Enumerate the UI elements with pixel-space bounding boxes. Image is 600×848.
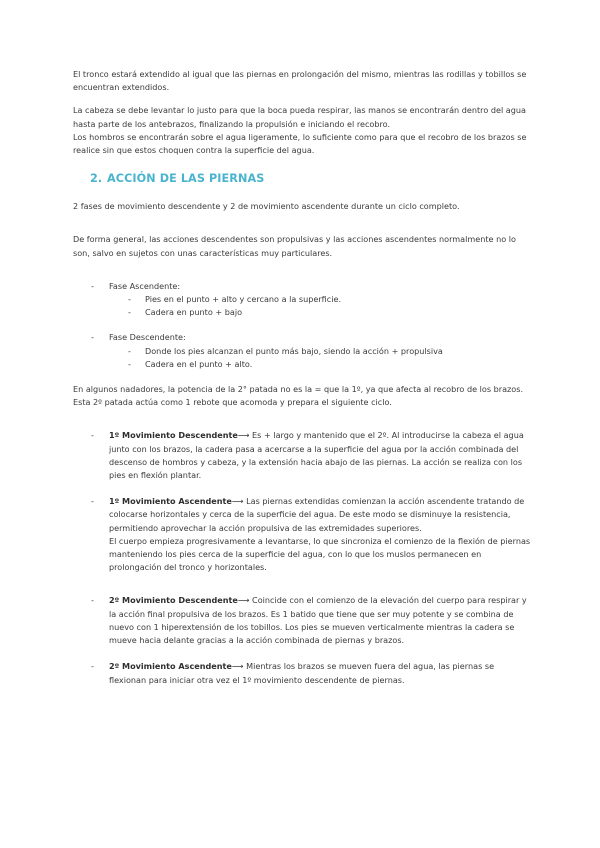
movement-text: Es + largo y mantenido que el 2º. Al introducirse la cabeza el agua junto con los brazos, la cadera pasa a acercarse a la superficie del agua por la acción combinada del descenso de hombros y cabeza, y la extensión hacia abajo de las piernas. La acción se realiza con los pies en flexión plantar. xyxy=(109,430,524,481)
arrow-icon: ⟶ xyxy=(237,595,250,606)
list-dash: - xyxy=(91,280,94,291)
list-item-text: Pies en el punto + alto y cercano a la superficie. xyxy=(145,294,342,305)
list-dash: - xyxy=(91,332,94,343)
movement-title: 1º Movimiento Descendente xyxy=(109,430,238,441)
section-number: 2. xyxy=(90,172,103,186)
phase-title: Fase Descendente: xyxy=(109,332,186,343)
movement-text: Coincide con el comienzo de la elevación del cuerpo para respirar y la acción final propulsiva de los brazos. Es 1 batido que tiene que ser muy potente y se combina de nuevo con 1 hiperextensión de los tobillos. Los pies se mueven verticalmente mientras la cadera se mueve hacia delante gracias a la acción combinada de piernas y brazos. xyxy=(109,595,527,646)
section-heading xyxy=(90,171,533,187)
movement-text-continued: El cuerpo empieza progresivamente a levantarse, lo que sincroniza el comienzo de la flexión de piernas manteniendo los pies cerca de la superficie del agua, con lo que los muslos permanecen en prolongación del tronco y horizontales. xyxy=(109,535,531,573)
movement-title: 1º Movimiento Ascendente xyxy=(109,496,232,507)
phases-list xyxy=(73,280,533,371)
movement-text: Las piernas extendidas comienzan la acción ascendente tratando de colocarse horizontales y cerca de la superficie del agua. De este modo se disminuye la resistencia, permitiendo aprovechar la acción propulsiva de las extremidades superiores. xyxy=(109,496,525,533)
phase-item xyxy=(73,280,533,320)
list-dash: - xyxy=(128,307,131,318)
list-dash: - xyxy=(91,496,94,507)
list-item xyxy=(109,358,533,371)
list-dash: - xyxy=(91,430,94,441)
list-item-text: Cadera en punto + bajo xyxy=(145,307,243,318)
list-item-text: Donde los pies alcanzan el punto más bajo, siendo la acción + propulsiva xyxy=(145,345,443,356)
document-body xyxy=(73,68,533,700)
arrow-icon: ⟶ xyxy=(231,661,244,672)
paragraph-general: De forma general, las acciones descendentes son propulsivas y las acciones ascendentes normalmente no lo son, salvo en sujetos con unas características muy particulares. xyxy=(73,234,516,258)
list-item xyxy=(109,306,533,319)
list-item xyxy=(109,345,533,358)
paragraph-fases: 2 fases de movimiento descendente y 2 de movimiento ascendente durante un ciclo completo. xyxy=(73,201,460,212)
arrow-icon: ⟶ xyxy=(237,430,250,441)
list-item-text: Cadera en el punto + alto. xyxy=(145,358,253,369)
paragraph-tronco: El tronco estará extendido al igual que las piernas en prolongación del mismo, mientras las rodillas y tobillos se encuentran extendidos. xyxy=(73,69,527,93)
arrow-icon: ⟶ xyxy=(231,496,244,507)
movement-title: 2º Movimiento Ascendente xyxy=(109,661,232,672)
movement-text: Mientras los brazos se mueven fuera del agua, las piernas se flexionan para iniciar otra vez el 1º movimiento descendente de piernas. xyxy=(109,661,495,685)
movement-title: 2º Movimiento Descendente xyxy=(109,595,238,606)
paragraph-hombros: Los hombros se encontrarán sobre el agua ligeramente, lo suficiente como para que el recobro de los brazos se realice sin que estos choquen contra la superficie del agua. xyxy=(73,131,527,156)
movements-list xyxy=(73,429,533,686)
paragraph-nadadores: En algunos nadadores, la potencia de la 2° patada no es la = que la 1º, ya que afecta al recobro de los brazos. Esta 2º patada actúa como 1 rebote que acomoda y prepara el siguiente ciclo. xyxy=(73,384,524,408)
phase-sublist xyxy=(109,345,533,371)
list-dash: - xyxy=(128,294,131,305)
movement-item xyxy=(73,495,533,574)
movement-item xyxy=(73,429,533,482)
phase-item xyxy=(73,331,533,371)
section-title: ACCIÓN DE LAS PIERNAS xyxy=(107,172,265,186)
list-dash: - xyxy=(91,595,94,606)
phase-sublist xyxy=(109,293,533,319)
list-dash: - xyxy=(128,345,131,356)
movement-item xyxy=(73,660,533,686)
movement-item xyxy=(73,594,533,647)
list-dash: - xyxy=(91,661,94,672)
paragraph-cabeza: La cabeza se debe levantar lo justo para que la boca pueda respirar, las manos se encontrarán dentro del agua hasta parte de los antebrazos, finalizando la propulsión e iniciando el recobro. xyxy=(73,105,526,129)
phase-title: Fase Ascendente: xyxy=(109,280,181,291)
list-dash: - xyxy=(128,358,131,369)
list-item xyxy=(109,293,533,306)
